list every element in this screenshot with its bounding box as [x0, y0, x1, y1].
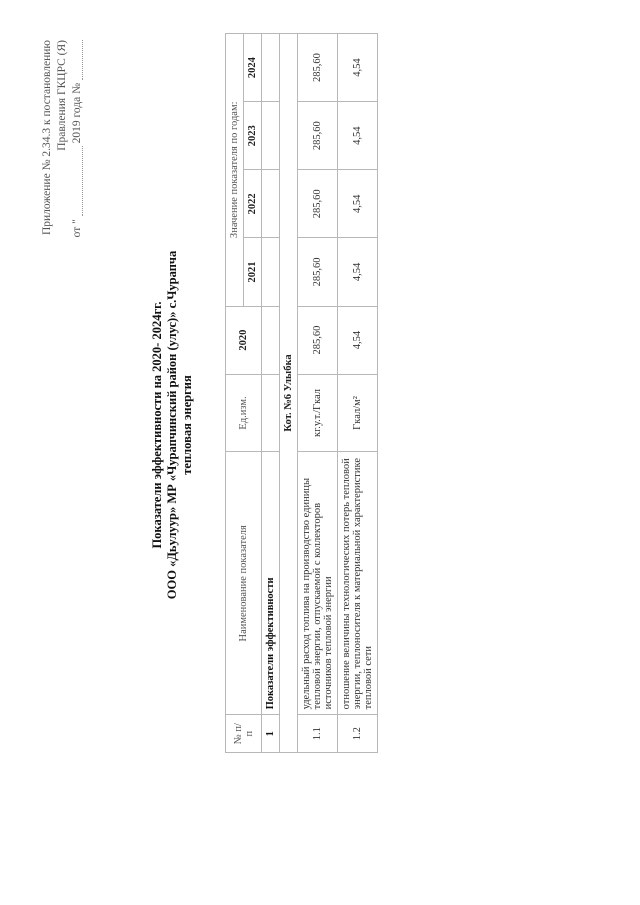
title-line-2: ООО «Дьулуур» МР «Чурапчинский район (улус)» с.Чурапча — [165, 250, 179, 600]
row-name: отношение величины технологических потерь тепловой энергии, теплоносителя к материальной характеристике тепловой сети — [338, 452, 378, 715]
approval-line-1: Приложение № 2.34.3 к постановлению — [41, 40, 53, 236]
row-unit: кг.у.т./Гкал — [298, 374, 338, 452]
header-values-by-year: Значение показателя по годам: — [226, 34, 244, 307]
table-row — [298, 34, 338, 753]
header-year-2022: 2022 — [244, 170, 262, 238]
row-value-2020: 4,54 — [338, 306, 378, 374]
table-row — [338, 34, 378, 753]
approval-line-3 — [70, 40, 85, 340]
section-num: 1 — [262, 715, 280, 753]
title-line-1: Показатели эффективности на 2020- 2024гг. — [150, 301, 164, 549]
header-year-2023: 2023 — [244, 102, 262, 170]
approval-line-2: Правления ГКЦРС (Я) — [56, 40, 68, 151]
row-value-2021: 4,54 — [338, 238, 378, 306]
header-name: Наименование показателя — [226, 452, 262, 715]
row-unit: Гкал/м² — [338, 374, 378, 452]
title-line-3: тепловая энергия — [180, 375, 194, 475]
approval-year: 2019 года № — [71, 82, 83, 144]
document-title — [150, 245, 195, 605]
header-unit: Ед.изм. — [226, 374, 262, 452]
approval-note — [40, 40, 85, 340]
row-value-2023: 285,60 — [298, 102, 338, 170]
header-year-2024: 2024 — [244, 34, 262, 102]
section-row — [262, 34, 280, 753]
performance-table — [225, 33, 378, 753]
row-value-2024: 4,54 — [338, 34, 378, 102]
row-value-2020: 285,60 — [298, 306, 338, 374]
handwritten-date-icon — [72, 146, 83, 216]
row-value-2024: 285,60 — [298, 34, 338, 102]
row-value-2022: 285,60 — [298, 170, 338, 238]
boiler-row — [280, 34, 298, 753]
row-value-2021: 285,60 — [298, 238, 338, 306]
header-num: № п/п — [226, 715, 262, 753]
header-year-2021: 2021 — [244, 238, 262, 306]
boiler-name: Кот. №6 Улыбка — [280, 34, 298, 753]
row-name: удельный расход топлива на производство единицы тепловой энергии, отпускаемой с коллекторов источников тепловой энергии — [298, 452, 338, 715]
row-num: 1.2 — [338, 715, 378, 753]
row-num: 1.1 — [298, 715, 338, 753]
row-value-2022: 4,54 — [338, 170, 378, 238]
approval-date-prefix: от " — [71, 219, 83, 238]
table-header-row — [226, 34, 244, 753]
row-value-2023: 4,54 — [338, 102, 378, 170]
section-name: Показатели эффективности — [262, 452, 280, 715]
header-base-year: 2020 — [226, 306, 262, 374]
handwritten-number-icon — [72, 40, 83, 80]
